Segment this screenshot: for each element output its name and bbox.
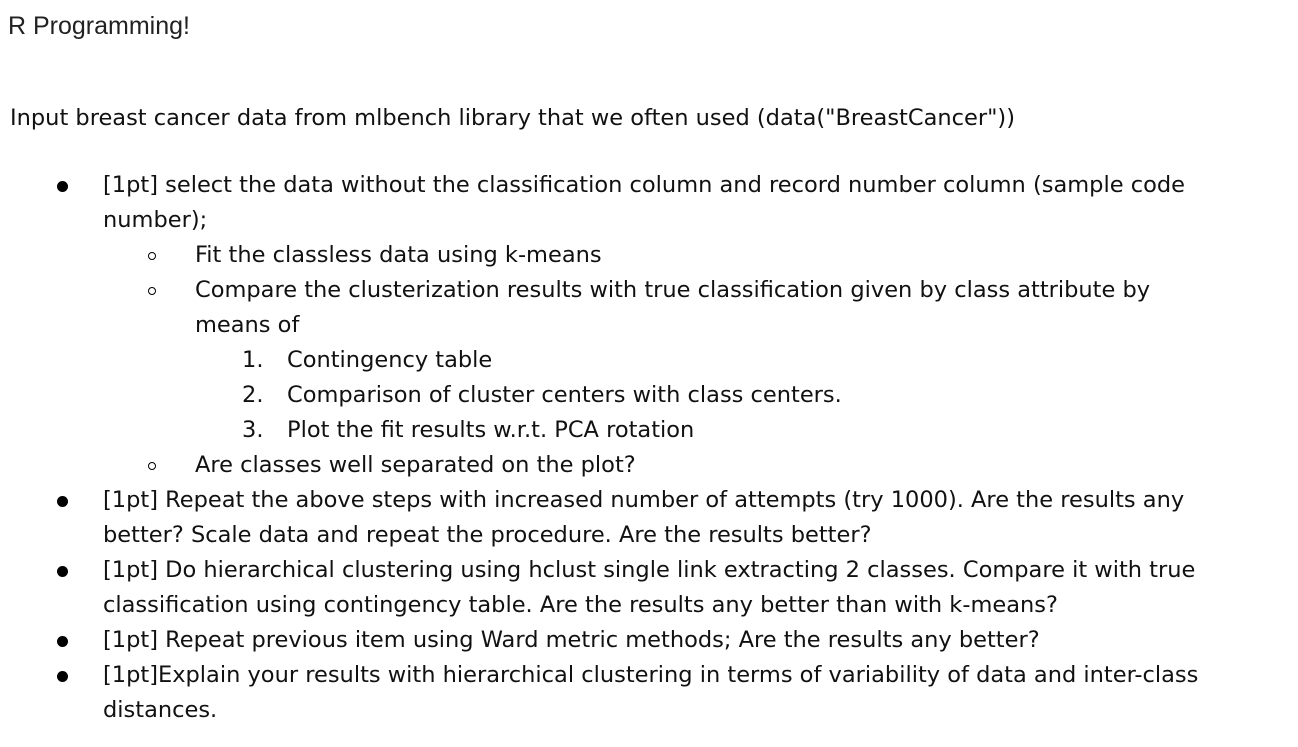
- bullet-icon: [57, 181, 68, 192]
- numbered-text: Contingency table: [287, 347, 493, 373]
- task-item: [0, 623, 1298, 658]
- hollow-bullet-icon: [148, 462, 156, 470]
- bullet-icon: [57, 566, 68, 577]
- page-title: R Programming!: [8, 12, 190, 40]
- intro-paragraph: Input breast cancer data from mlbench library that we often used (data("BreastCancer")): [10, 105, 1015, 131]
- numbered-list: [195, 343, 1168, 448]
- subtask-item: [103, 273, 1228, 448]
- task-item: [0, 483, 1298, 553]
- subtask-list: [103, 238, 1228, 483]
- numbered-item: [195, 378, 1168, 413]
- bullet-icon: [57, 671, 68, 682]
- numbered-item: [195, 413, 1168, 448]
- subtask-text: Are classes well separated on the plot?: [195, 452, 636, 478]
- numbered-item: [195, 343, 1168, 378]
- task-item: [0, 168, 1298, 483]
- item-number: 3.: [242, 417, 264, 443]
- task-text: [1pt] Repeat the above steps with increased number of attempts (try 1000). Are the results any better? Scale data and repeat the procedure. Are the results better?: [103, 487, 1185, 548]
- task-item: [0, 658, 1298, 728]
- item-number: 1.: [242, 347, 264, 373]
- subtask-text: Compare the clusterization results with true classification given by class attribute by means of: [195, 277, 1151, 338]
- hollow-bullet-icon: [148, 252, 156, 260]
- numbered-text: Plot the fit results w.r.t. PCA rotation: [287, 417, 695, 443]
- task-text: [1pt] Repeat previous item using Ward metric methods; Are the results any better?: [103, 627, 1040, 653]
- task-item: [0, 553, 1298, 623]
- subtask-item: [103, 238, 1228, 273]
- bullet-icon: [57, 636, 68, 647]
- task-text: [1pt]Explain your results with hierarchical clustering in terms of variability of data and inter-class distances.: [103, 662, 1199, 723]
- task-list: [0, 168, 1298, 728]
- numbered-text: Comparison of cluster centers with class centers.: [287, 382, 842, 408]
- task-text: [1pt] Do hierarchical clustering using hclust single link extracting 2 classes. Compare it with true classification using contingency table. Are the results any better than with k-means?: [103, 557, 1196, 618]
- subtask-item: [103, 448, 1228, 483]
- item-number: 2.: [242, 382, 264, 408]
- task-text: [1pt] select the data without the classification column and record number column (sample code number);: [103, 172, 1185, 233]
- subtask-text: Fit the classless data using k-means: [195, 242, 602, 268]
- hollow-bullet-icon: [148, 287, 156, 295]
- bullet-icon: [57, 496, 68, 507]
